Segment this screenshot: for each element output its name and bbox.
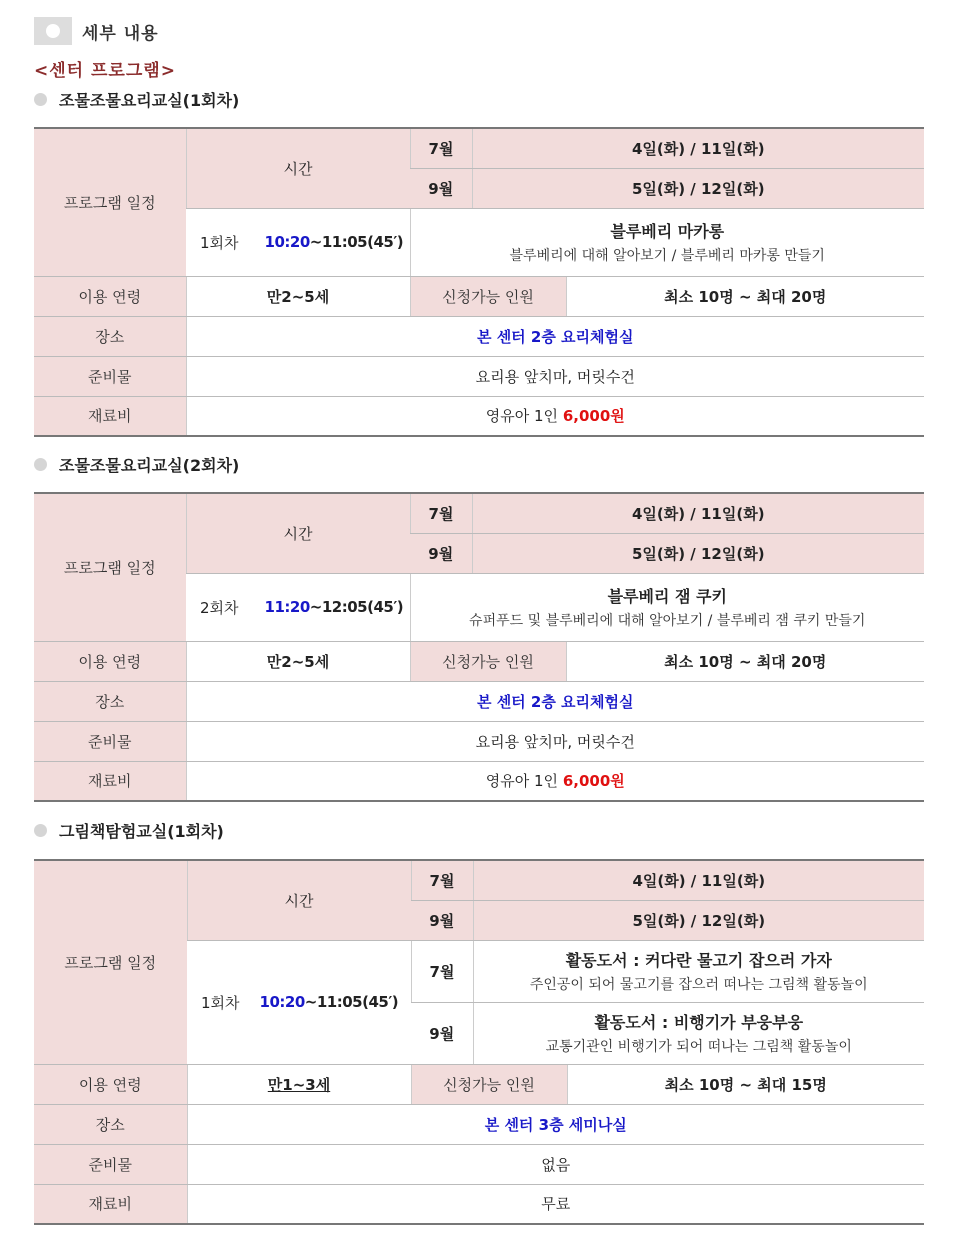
place-label: 장소 [34,316,186,356]
program-title: 조물조물요리교실(1회차) [34,87,239,111]
time-start: 10:20 [264,233,310,251]
age-label: 이용 연령 [34,641,186,681]
capacity-value: 최소 10명 ~ 최대 15명 [567,1064,924,1104]
time-label: 시간 [186,493,410,573]
session-number: 1회차 [201,993,240,1012]
place-label: 장소 [34,681,186,721]
fee-label: 재료비 [34,1184,187,1224]
capacity-value: 최소 10명 ~ 최대 20명 [566,276,924,316]
activity-title: 활동도서 : 커다란 물고기 잡으러 가자 [565,951,832,970]
activity-cell [410,573,924,641]
time-start: 10:20 [259,993,305,1011]
activity-desc: 주인공이 되어 물고기를 잡으러 떠나는 그림책 활동놀이 [529,977,868,993]
activity-title: 블루베리 마카롱 [610,222,725,241]
activity-title: 블루베리 잼 쿠키 [607,587,727,606]
time-label: 시간 [187,860,411,940]
supplies-value: 없음 [187,1144,924,1184]
time-end: ~12:05(45′) [309,598,404,616]
age-label: 이용 연령 [34,276,186,316]
dates-cell: 5일(화) / 12일(화) [473,900,924,940]
session-time-cell [187,940,411,1064]
session-time-cell [186,208,410,276]
session-time-cell [186,573,410,641]
program-title: 그림책탐험교실(1회차) [34,818,224,842]
month-cell: 9월 [410,168,472,208]
activity-title: 활동도서 : 비행기가 부웅부웅 [594,1013,804,1032]
schedule-label: 프로그램 일정 [34,128,186,276]
age-label: 이용 연령 [34,1064,187,1104]
activity-month: 9월 [411,1002,473,1064]
section-header [34,16,159,46]
month-cell: 9월 [411,900,473,940]
time-start: 11:20 [264,598,310,616]
supplies-label: 준비물 [34,356,186,396]
time-end: ~11:05(45′) [304,993,399,1011]
fee-amount: 6,000원 [562,772,625,791]
place-value: 본 센터 2층 요리체험실 [186,316,924,356]
activity-month: 7월 [411,940,473,1002]
place-label: 장소 [34,1104,187,1144]
supplies-value: 요리용 앞치마, 머릿수건 [186,721,924,761]
activity-desc: 슈퍼푸드 및 블루베리에 대해 알아보기 / 블루베리 잼 쿠키 만들기 [469,613,866,629]
place-value: 본 센터 3층 세미나실 [187,1104,924,1144]
schedule-label: 프로그램 일정 [34,493,186,641]
header-marker [34,17,72,45]
age-value: 만1~3세 [187,1064,411,1104]
dates-cell: 5일(화) / 12일(화) [472,533,924,573]
center-program-title: <센터 프로그램> [34,61,176,81]
header-title: 세부 내용 [82,23,159,44]
program-table [34,859,924,1225]
bullet-icon [34,458,47,471]
activity-desc: 교통기관인 비행기가 되어 떠나는 그림책 활동놀이 [545,1039,852,1055]
supplies-label: 준비물 [34,721,186,761]
program-table [34,492,924,802]
fee-value: 영유아 1인 6,000원 [186,761,924,801]
bullet-icon [34,93,47,106]
circle-icon [46,24,60,38]
capacity-label: 신청가능 인원 [410,276,566,316]
capacity-label: 신청가능 인원 [411,1064,567,1104]
session-number: 2회차 [200,598,239,617]
month-cell: 7월 [411,860,473,900]
schedule-label: 프로그램 일정 [34,860,187,1064]
supplies-value: 요리용 앞치마, 머릿수건 [186,356,924,396]
program-title: 조물조물요리교실(2회차) [34,452,239,476]
age-value: 만2~5세 [186,276,410,316]
time-label: 시간 [186,128,410,208]
supplies-label: 준비물 [34,1144,187,1184]
dates-cell: 5일(화) / 12일(화) [472,168,924,208]
fee-label: 재료비 [34,396,186,436]
activity-cell [473,940,924,1002]
capacity-value: 최소 10명 ~ 최대 20명 [566,641,924,681]
dates-cell: 4일(화) / 11일(화) [472,128,924,168]
fee-value: 영유아 1인 6,000원 [186,396,924,436]
program-table [34,127,924,437]
fee-amount: 6,000원 [562,407,625,426]
place-value: 본 센터 2층 요리체험실 [186,681,924,721]
month-cell: 9월 [410,533,472,573]
fee-value: 무료 [187,1184,924,1224]
activity-cell [473,1002,924,1064]
activity-desc: 블루베리에 대해 알아보기 / 블루베리 마카롱 만들기 [509,248,825,264]
dates-cell: 4일(화) / 11일(화) [473,860,924,900]
capacity-label: 신청가능 인원 [410,641,566,681]
bullet-icon [34,824,47,837]
fee-label: 재료비 [34,761,186,801]
month-cell: 7월 [410,493,472,533]
dates-cell: 4일(화) / 11일(화) [472,493,924,533]
month-cell: 7월 [410,128,472,168]
time-end: ~11:05(45′) [309,233,404,251]
session-number: 1회차 [200,233,239,252]
age-value: 만2~5세 [186,641,410,681]
activity-cell [410,208,924,276]
